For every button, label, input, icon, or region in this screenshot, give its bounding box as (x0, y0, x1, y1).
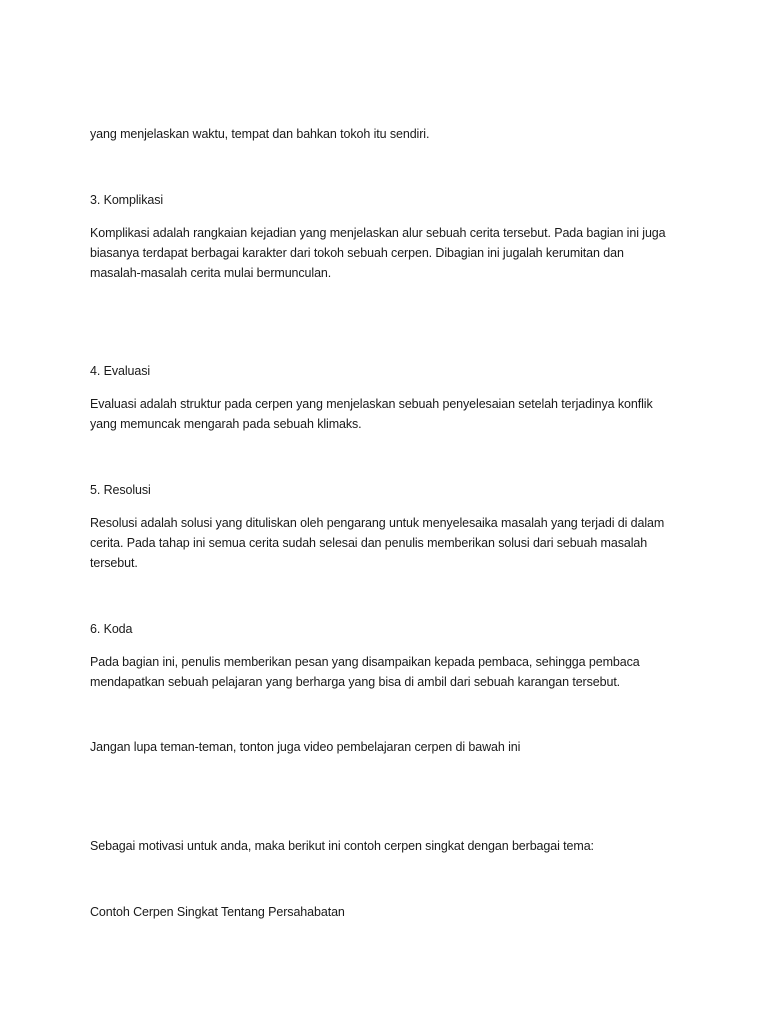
paragraph-line: mendapatkan sebuah pelajaran yang berharga yang bisa di ambil dari sebuah karangan tersebut. (90, 675, 621, 689)
paragraph-line: yang memuncak mengarah pada sebuah klimaks. (90, 417, 362, 431)
motivation-line: Sebagai motivasi untuk anda, maka berikut ini contoh cerpen singkat dengan berbagai tema: (90, 839, 594, 853)
paragraph-line: masalah-masalah cerita mulai bermunculan. (90, 266, 332, 280)
section-heading-resolusi: 5. Resolusi (90, 483, 151, 497)
paragraph-line: Pada bagian ini, penulis memberikan pesan yang disampaikan kepada pembaca, sehingga pembaca (90, 655, 640, 669)
paragraph-line: cerita. Pada tahap ini semua cerita sudah selesai dan penulis memberikan solusi dari sebuah masalah (90, 536, 648, 550)
section-heading-evaluasi: 4. Evaluasi (90, 364, 151, 378)
example-title: Contoh Cerpen Singkat Tentang Persahabatan (90, 905, 345, 919)
paragraph-line: Komplikasi adalah rangkaian kejadian yang menjelaskan alur sebuah cerita tersebut. Pada bagian ini juga (90, 226, 666, 240)
intro-line: yang menjelaskan waktu, tempat dan bahkan tokoh itu sendiri. (90, 127, 430, 141)
paragraph-line: Evaluasi adalah struktur pada cerpen yang menjelaskan sebuah penyelesaian setelah terjadinya konflik (90, 397, 653, 411)
section-heading-koda: 6. Koda (90, 622, 133, 636)
paragraph-line: tersebut. (90, 556, 138, 570)
paragraph-line: biasanya terdapat berbagai karakter dari tokoh sebuah cerpen. Dibagian ini jugalah kerumitan dan (90, 246, 624, 260)
paragraph-line: Resolusi adalah solusi yang dituliskan oleh pengarang untuk menyelesaika masalah yang terjadi di dalam (90, 516, 665, 530)
video-note: Jangan lupa teman-teman, tonton juga video pembelajaran cerpen di bawah ini (90, 740, 521, 754)
section-heading-komplikasi: 3. Komplikasi (90, 193, 164, 207)
